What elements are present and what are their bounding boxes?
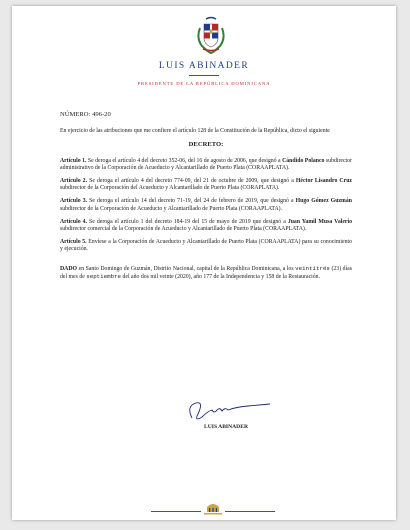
closing-paragraph: DADO en Santo Domingo de Guzmán, Distrito Nacional, capital de la República Dominicana, a los veintitrés (23) días del mes de septiembre del año dos mil veinte (2020), año 177 de la Independencia y 158 de la Restauración. — [60, 264, 353, 280]
palace-icon — [203, 501, 223, 515]
signature-name: LUIS ABINADER — [204, 424, 248, 430]
footer-divider-right — [225, 511, 275, 512]
article-5: Artículo 5. Envíese a la Corporación de Acueducto y Alcantarillado de Puerto Plata (CORAAPLATA) para su conocimiento y ejecución. — [60, 239, 353, 253]
article-1: Artículo 1. Se deroga el artículo 4 del decreto 352-06, del 16 de agosto de 2006, que designó a Cándido Polanco subdirector administrativo de la Corporación de Acueducto y Alcantarillado de Puerto Plata (CORAAPLATA). — [60, 157, 352, 171]
decree-number — [60, 111, 352, 118]
decree-number-label: NÚMERO: — [60, 111, 91, 118]
document-body — [60, 111, 352, 287]
decree-number-value: 496-20 — [92, 111, 111, 118]
article-3: Artículo 3. Se deroga el artículo 14 del decreto 71-19, del 24 de febrero de 2019, que designó a Hugo Gómez Guzmán subdirector de la Corporación de Acueducto y Alcantarillado de Puerto Plata (CORAAPLATA). — [60, 198, 352, 212]
coat-of-arms-icon — [194, 16, 228, 54]
footer-divider-left — [151, 511, 201, 512]
header-name: LUIS ABINADER — [158, 61, 250, 71]
header-subtitle: PRESIDENTE DE LA REPÚBLICA DOMINICANA — [137, 81, 271, 86]
article-4: Artículo 4. Se deroga el artículo 1 del decreto 184-19 del 15 de mayo de 2019 que designó a Juan Yamil Musa Valerio subdirector comercial de la Corporación de Acueducto y Alcantarillado de Puerto Plata (CORAAPLATA). — [60, 218, 353, 233]
intro-paragraph: En ejercicio de las atribuciones que me confiere el artículo 128 de la Constitución de la República, dicto el siguiente — [60, 128, 330, 135]
article-2: Artículo 2. Se deroga el artículo 4 del decreto 774-09, del 21 de octubre de 2009, que designó a Héctor Lisandro Cruz subdirector de la Corporación del Acueducto y Alcantarillado de Puerto Plata (CORAPLATA). — [60, 178, 352, 192]
document-page — [12, 6, 396, 520]
header-divider — [189, 75, 219, 76]
handwritten-signature — [184, 398, 274, 424]
decree-title: DECRETO: — [188, 141, 224, 149]
